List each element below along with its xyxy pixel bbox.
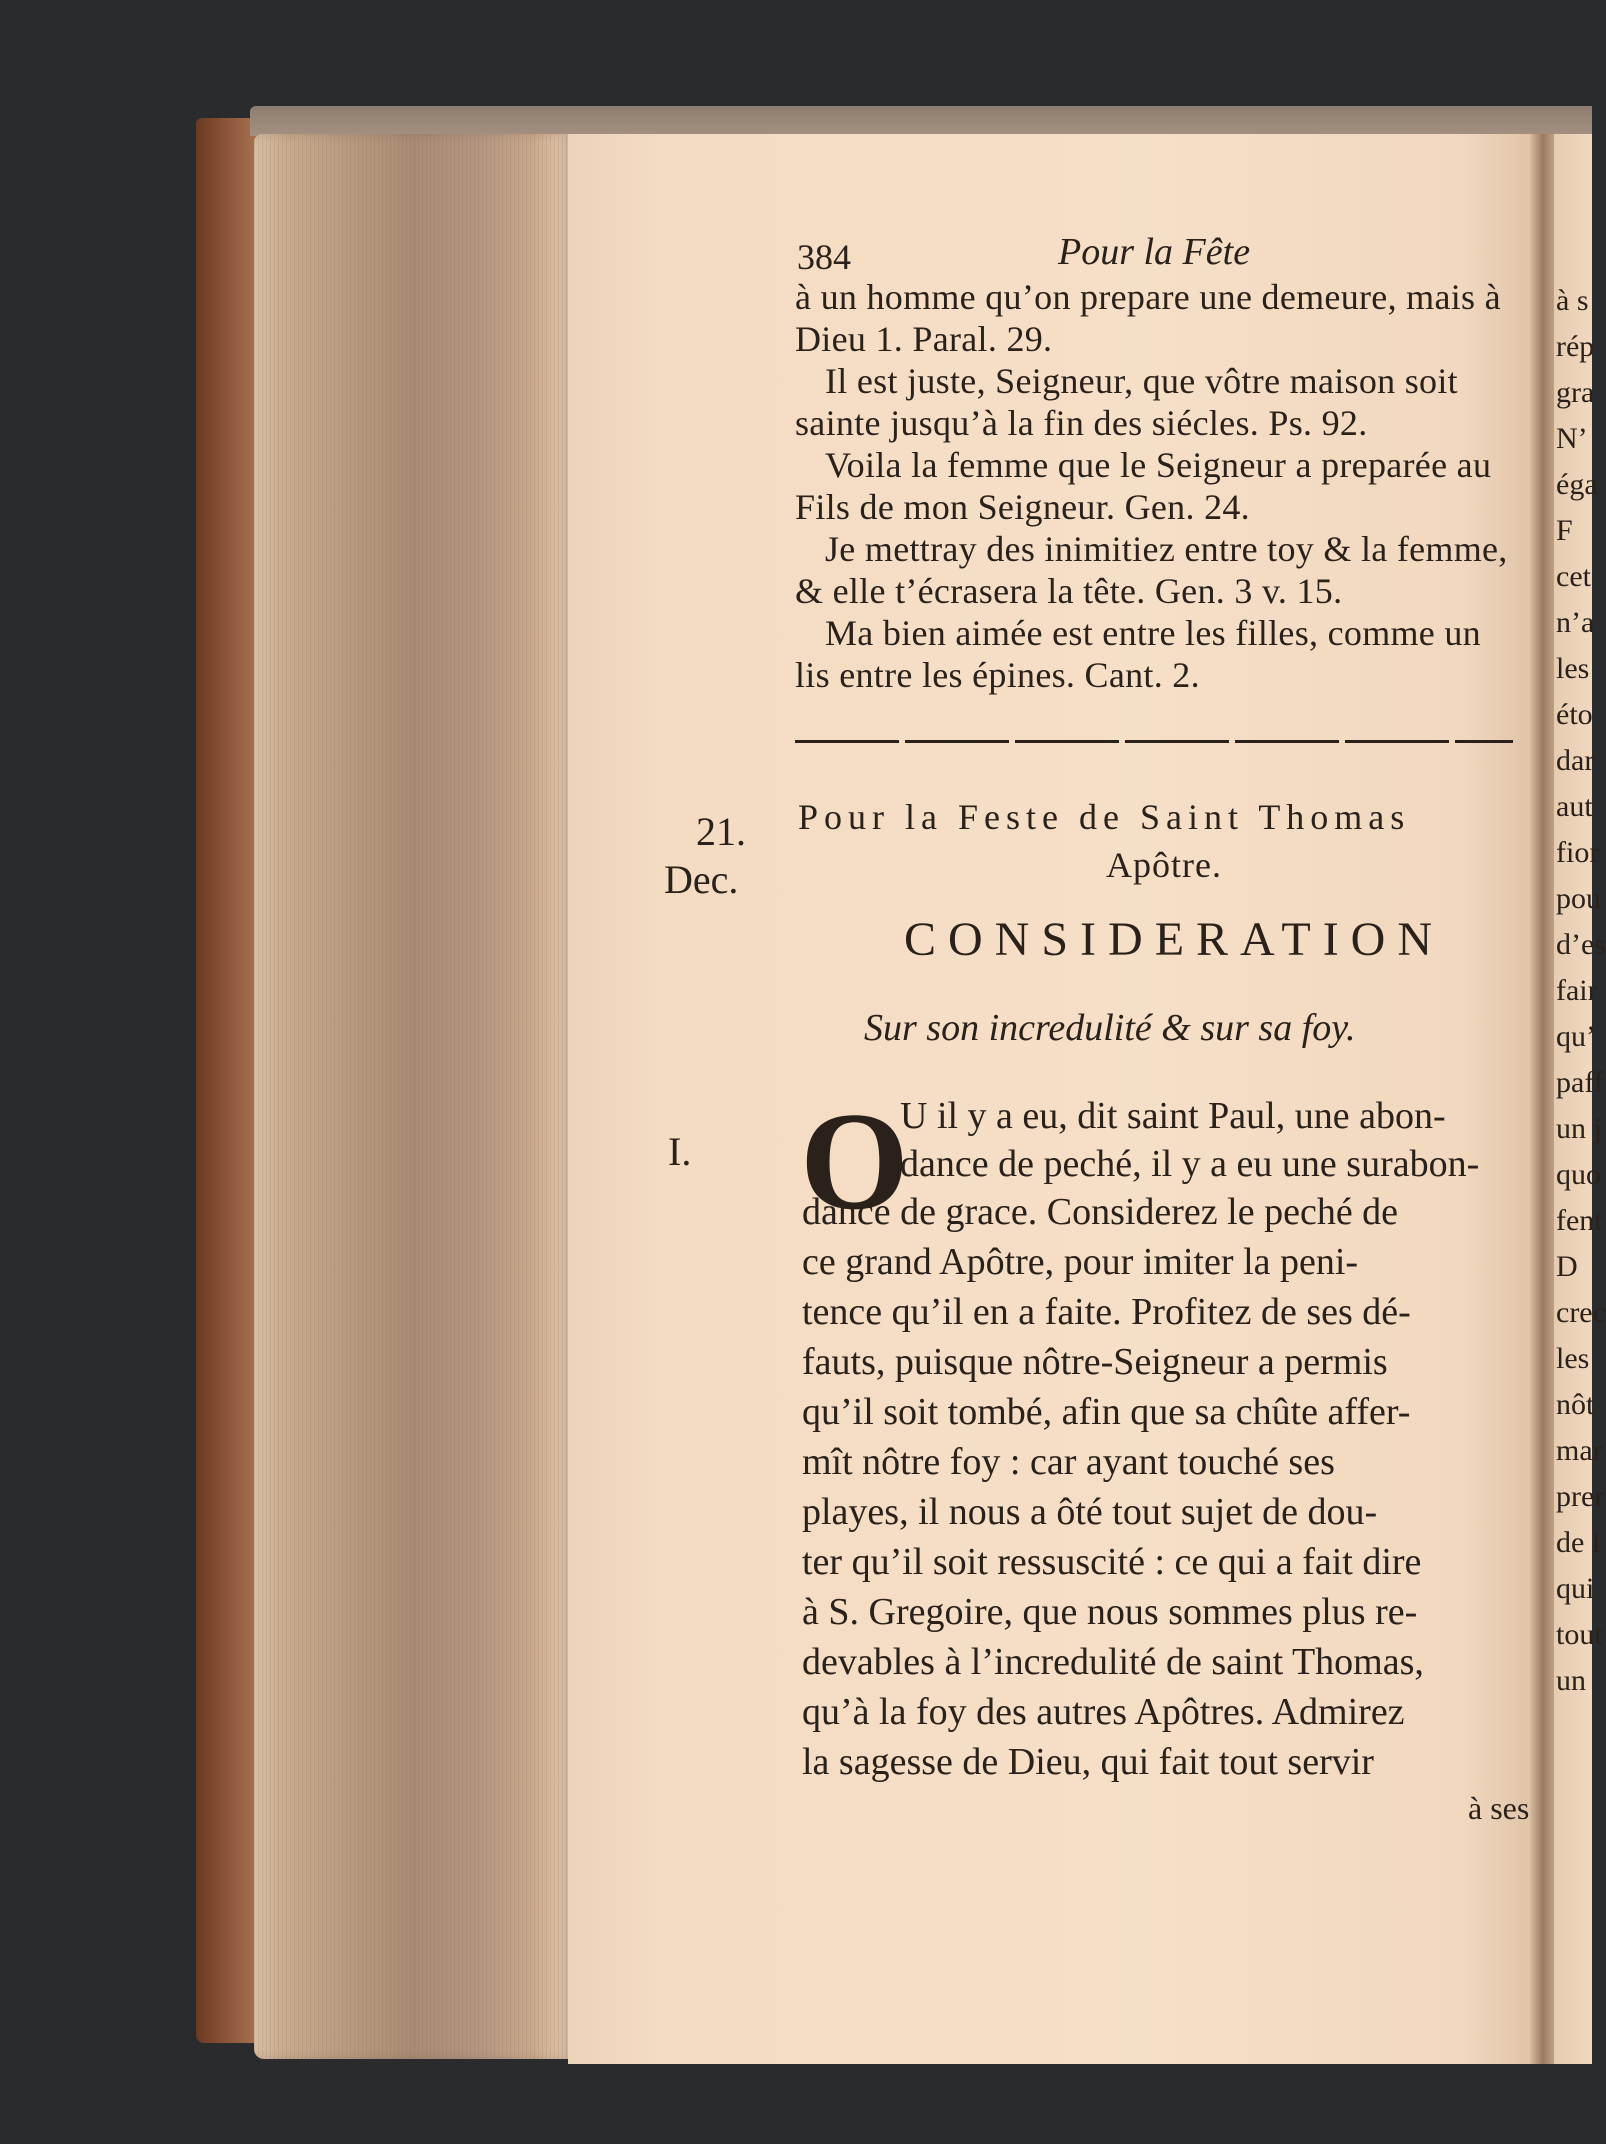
paragraph-line: dance de grace. Considerez le peché de bbox=[802, 1191, 1399, 1233]
text-line: Voila la femme que le Seigneur a preparée au bbox=[825, 445, 1492, 485]
paragraph-line: tence qu’il en a faite. Profitez de ses dé- bbox=[802, 1291, 1411, 1333]
facing-line: D bbox=[1556, 1250, 1578, 1283]
drop-cap: O bbox=[800, 1084, 909, 1239]
facing-line: cet bbox=[1556, 560, 1591, 593]
facing-line: mar bbox=[1556, 1434, 1603, 1467]
text-line: Ma bien aimée est entre les filles, comme un bbox=[825, 613, 1481, 653]
facing-line: fent bbox=[1556, 1204, 1603, 1237]
facing-line: tout bbox=[1556, 1618, 1603, 1651]
facing-line: les bbox=[1556, 652, 1590, 685]
facing-line: éto bbox=[1556, 698, 1593, 731]
book-gutter bbox=[1530, 134, 1556, 2064]
paragraph-line: fauts, puisque nôtre-Seigneur a permis bbox=[802, 1341, 1388, 1383]
point-number: I. bbox=[668, 1129, 692, 1174]
facing-line: un j bbox=[1556, 1112, 1602, 1145]
facing-line: un bbox=[1556, 1664, 1586, 1697]
margin-date-month: Dec. bbox=[664, 857, 739, 902]
paragraph-line: qu’il soit tombé, afin que sa chûte affer- bbox=[802, 1391, 1411, 1433]
paragraph-line: mît nôtre foy : car ayant touché ses bbox=[802, 1441, 1335, 1483]
text-line: à un homme qu’on prepare une demeure, mais à bbox=[795, 277, 1501, 317]
text-line: Il est juste, Seigneur, que vôtre maison soit bbox=[825, 361, 1458, 401]
paragraph-line: playes, il nous a ôté tout sujet de dou- bbox=[802, 1491, 1378, 1533]
facing-line: fior bbox=[1556, 836, 1600, 869]
facing-line: rép bbox=[1556, 330, 1595, 363]
facing-line: à s bbox=[1556, 284, 1589, 317]
paragraph-line: qu’à la foy des autres Apôtres. Admirez bbox=[802, 1691, 1405, 1733]
text-line: Je mettray des inimitiez entre toy & la femme, bbox=[825, 529, 1508, 569]
facing-line: de l bbox=[1556, 1526, 1601, 1559]
text-line: lis entre les épines. Cant. 2. bbox=[795, 655, 1200, 695]
facing-line: pou bbox=[1556, 882, 1601, 915]
facing-line: aut bbox=[1556, 790, 1593, 823]
facing-line: dar bbox=[1556, 744, 1595, 777]
facing-line: les bbox=[1556, 1342, 1590, 1375]
page-block-edge bbox=[254, 134, 570, 2059]
paragraph-line: ce grand Apôtre, pour imiter la peni- bbox=[802, 1241, 1359, 1283]
paragraph-line: à S. Gregoire, que nous sommes plus re- bbox=[802, 1591, 1418, 1633]
running-head: Pour la Fête bbox=[1058, 231, 1251, 273]
text-line: Dieu 1. Paral. 29. bbox=[795, 319, 1053, 359]
book-spine-top bbox=[250, 106, 1592, 136]
page-number: 384 bbox=[797, 237, 851, 277]
text-line: & elle t’écrasera la tête. Gen. 3 v. 15. bbox=[795, 571, 1343, 611]
facing-line: quo bbox=[1556, 1158, 1601, 1191]
paragraph-line: ter qu’il soit ressuscité : ce qui a fait dire bbox=[802, 1541, 1422, 1583]
facing-line: n’a bbox=[1556, 606, 1595, 639]
facing-line: N’ bbox=[1556, 422, 1588, 455]
text-line: Fils de mon Seigneur. Gen. 24. bbox=[795, 487, 1250, 527]
paragraph-line: la sagesse de Dieu, qui fait tout servir bbox=[802, 1741, 1374, 1783]
margin-date-day: 21. bbox=[696, 809, 746, 854]
section-title: Pour la Feste de Saint Thomas bbox=[798, 797, 1411, 837]
facing-line: prer bbox=[1556, 1480, 1605, 1513]
facing-line: nôt bbox=[1556, 1388, 1595, 1421]
subheading: Sur son incredulité & sur sa foy. bbox=[864, 1007, 1356, 1049]
facing-line: fair bbox=[1556, 974, 1598, 1007]
facing-page bbox=[1554, 134, 1606, 2064]
facing-line: gra bbox=[1556, 376, 1595, 409]
paragraph-line: dance de peché, il y a eu une surabon- bbox=[900, 1143, 1480, 1185]
catchword: à ses bbox=[1468, 1790, 1530, 1826]
section-divider bbox=[795, 740, 1513, 743]
facing-line: éga bbox=[1556, 468, 1598, 501]
section-title-line2: Apôtre. bbox=[1106, 845, 1222, 885]
facing-line: paff bbox=[1556, 1066, 1604, 1099]
paragraph-line: U il y a eu, dit saint Paul, une abon- bbox=[900, 1095, 1446, 1137]
facing-line: qu’ bbox=[1556, 1020, 1596, 1053]
text-line: sainte jusqu’à la fin des siécles. Ps. 92. bbox=[795, 403, 1368, 443]
facing-line: crec bbox=[1556, 1296, 1606, 1329]
facing-line: F bbox=[1556, 514, 1573, 547]
paragraph-line: devables à l’incredulité de saint Thomas, bbox=[802, 1641, 1424, 1683]
facing-line: d’es bbox=[1556, 928, 1606, 961]
facing-line: qui bbox=[1556, 1572, 1595, 1605]
heading: CONSIDERATION bbox=[904, 913, 1444, 966]
